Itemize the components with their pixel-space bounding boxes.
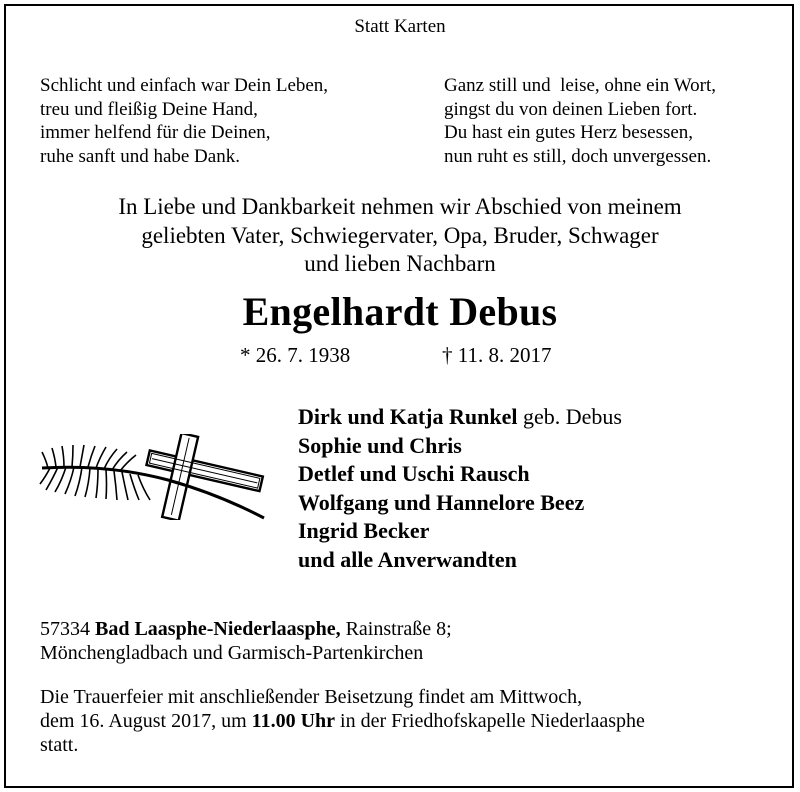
cross-with-palm-branch-icon: [38, 434, 266, 520]
poem-right-line: Du hast ein gutes Herz besessen,: [444, 122, 694, 143]
family-line: [298, 517, 622, 546]
address-line-1: [40, 617, 452, 641]
poem-left-line: Schlicht und einfach war Dein Leben,: [40, 75, 329, 96]
funeral-time: 11.00 Uhr: [251, 710, 336, 732]
header-statt-karten: Statt Karten: [354, 16, 446, 37]
funeral-location: in der Friedhofskapelle Niederlaasphe: [335, 710, 645, 732]
birth-date: * 26. 7. 1938: [240, 343, 351, 367]
intro-line: und lieben Nachbarn: [304, 251, 496, 276]
funeral-line-3: statt.: [40, 734, 79, 756]
family-line: [298, 460, 622, 489]
intro-line: In Liebe und Dankbarkeit nehmen wir Abschied von meinem: [118, 194, 682, 219]
poem-left-line: treu und fleißig Deine Hand,: [40, 98, 258, 120]
address-town: Bad Laasphe-Niederlaasphe,: [95, 618, 341, 640]
family-name: und alle Anverwandten: [298, 546, 517, 572]
poem-right: [444, 74, 716, 168]
family-line: [298, 489, 622, 518]
address-line-2: Mönchengladbach und Garmisch-Partenkirchen: [40, 642, 424, 664]
funeral-line-1: Die Trauerfeier mit anschließender Beisetzung findet am Mittwoch,: [40, 686, 583, 708]
poem-right-line: gingst du von deinen Lieben fort.: [444, 98, 698, 120]
poem-right-line: Ganz still und leise, ohne ein Wort,: [444, 75, 716, 96]
family-name: Dirk und Katja Runkel: [298, 404, 518, 429]
address-street: Rainstraße 8;: [340, 618, 452, 640]
poem-left-line: immer helfend für die Deinen,: [40, 122, 271, 143]
poem-left: [40, 74, 328, 168]
funeral-date: dem 16. August 2017, um: [40, 710, 252, 732]
deceased-name: Engelhardt Debus: [242, 289, 558, 334]
funeral-info: [40, 685, 645, 757]
family-maiden-name: geb. Debus: [517, 404, 622, 429]
poem-left-line: ruhe sanft und habe Dank.: [40, 145, 240, 167]
family-line: [298, 403, 622, 432]
family-list: [298, 403, 622, 575]
poem-right-line: nun ruht es still, doch unvergessen.: [444, 145, 712, 167]
family-name: Wolfgang und Hannelore Beez: [298, 489, 585, 515]
family-line: [298, 546, 622, 575]
address-block: [40, 617, 452, 665]
intro-text: [0, 193, 800, 279]
family-name: Ingrid Becker: [298, 518, 430, 544]
family-name: Detlef und Uschi Rausch: [298, 461, 530, 487]
family-line: [298, 432, 622, 461]
death-date: † 11. 8. 2017: [442, 343, 552, 367]
address-zip: 57334: [40, 618, 95, 640]
intro-line: geliebten Vater, Schwiegervater, Opa, Bruder, Schwager: [141, 222, 659, 248]
family-name: Sophie und Chris: [298, 432, 462, 458]
funeral-line-2: [40, 709, 645, 733]
